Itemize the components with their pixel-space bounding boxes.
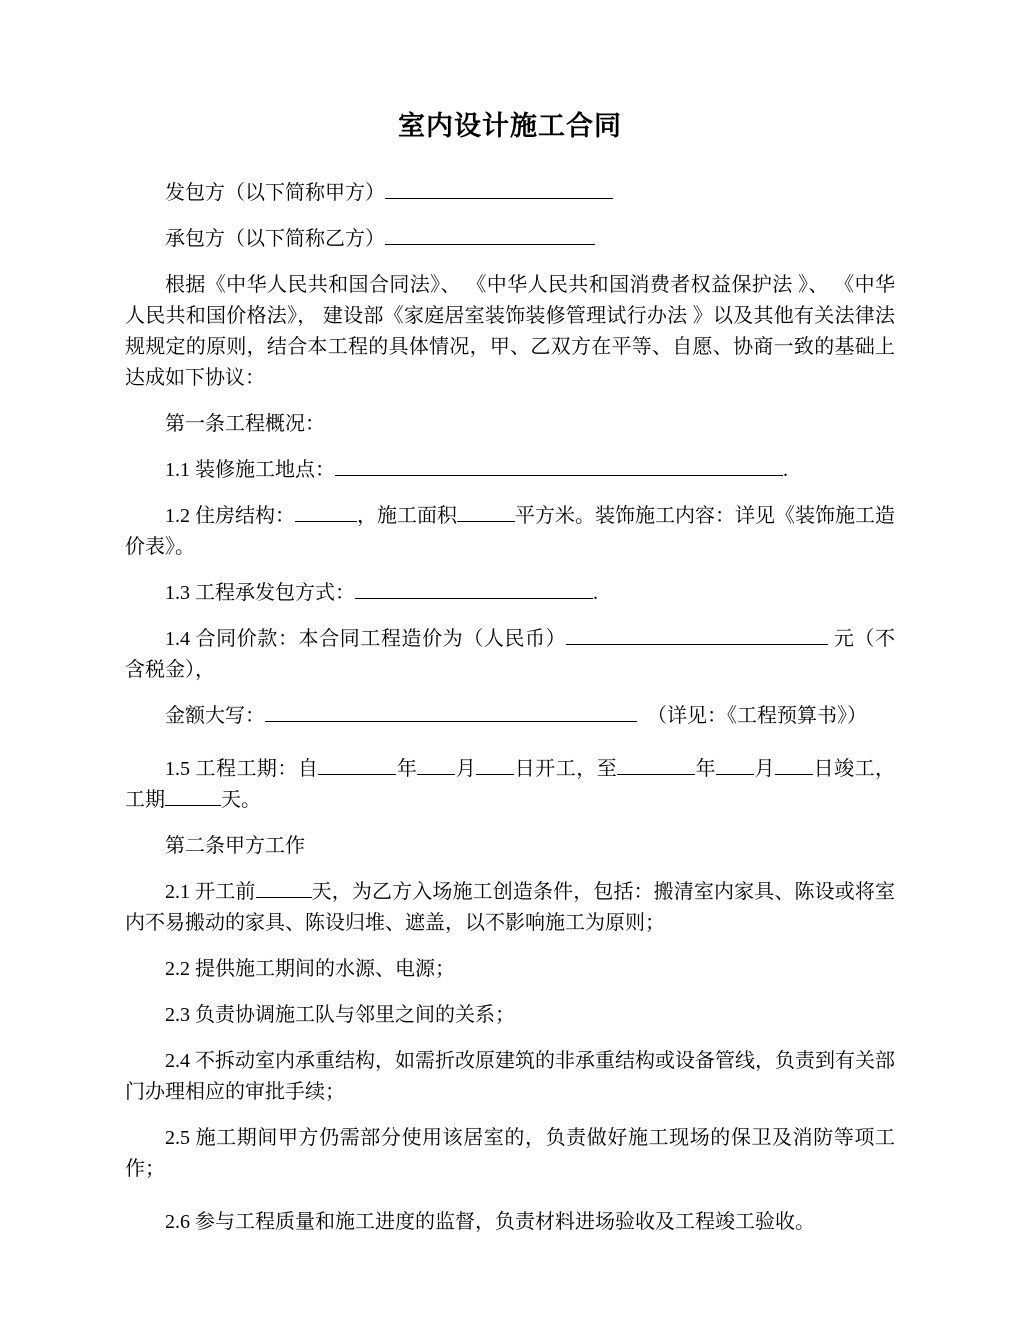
clause-1-2 — [125, 501, 895, 563]
fill-in-blank[interactable] — [355, 578, 593, 599]
text-run: 第二条甲方工作 — [165, 835, 305, 858]
text-run: 日开工，至 — [514, 758, 618, 781]
text-run: 2.3 负责协调施工队与邻里之间的关系； — [165, 1004, 515, 1027]
party-a-line — [125, 178, 895, 209]
fill-in-blank[interactable] — [295, 501, 357, 522]
fill-in-blank[interactable] — [256, 877, 312, 898]
text-run: 月 — [754, 758, 776, 781]
text-run: 2.1 开工前 — [165, 881, 256, 904]
clause-2-4 — [125, 1046, 895, 1108]
amount-in-words-line — [125, 701, 895, 732]
fill-in-blank[interactable] — [476, 754, 514, 775]
text-run: 天，为乙方入场施工创造条件，包括：搬清室内家具、陈设或将室内不易搬动的家具、陈设归堆、遮盖，以不影响施工为原则； — [125, 881, 896, 935]
text-run: 1.5 工程工期：自 — [165, 758, 319, 781]
clause-1-4 — [125, 624, 895, 686]
text-run: 第一条工程概况： — [165, 413, 325, 436]
text-run: 年 — [396, 758, 418, 781]
text-run: 天。 — [221, 789, 261, 812]
text-run: 2.4 不拆动室内承重结构，如需折改原建筑的非承重结构或设备管线，负责到有关部门办理相应的审批手续； — [125, 1050, 895, 1104]
clause-1-3 — [125, 578, 895, 609]
article-2-heading — [125, 831, 895, 862]
fill-in-blank[interactable] — [775, 754, 813, 775]
text-run: 承包方（以下简称乙方） — [165, 228, 385, 251]
fill-in-blank[interactable] — [265, 701, 637, 722]
text-run: 金额大写： — [165, 705, 265, 728]
fill-in-blank[interactable] — [335, 455, 783, 476]
fill-in-blank[interactable] — [165, 785, 221, 806]
text-run: 2.6 参与工程质量和施工进度的监督，负责材料进场验收及工程竣工验收。 — [165, 1211, 815, 1234]
fill-in-blank[interactable] — [318, 754, 396, 775]
fill-in-blank[interactable] — [385, 224, 595, 245]
article-1-heading — [125, 409, 895, 440]
clause-2-5 — [125, 1123, 895, 1185]
text-run: 2.2 提供施工期间的水源、电源； — [165, 958, 455, 981]
clause-1-1 — [125, 455, 895, 486]
text-run: 2.5 施工期间甲方仍需部分使用该居室的，负责做好施工现场的保卫及消防等项工作； — [125, 1127, 895, 1181]
text-run: 1.1 装修施工地点： — [165, 459, 335, 482]
clause-2-2 — [125, 954, 895, 985]
text-run: 发包方（以下简称甲方） — [165, 182, 385, 205]
text-run: 根据《中华人民共和国合同法》、 《中华人民共和国消费者权益保护法 》、 《中华人民共和国价格法》， 建设部《家庭居室装饰装修管理试行办法 》以及其他有关法律法规规定的原则，结合本工程的具体情况，甲、乙双方在平等、自愿、协商一致的基础上达成如下协议： — [125, 274, 895, 390]
text-run: . — [593, 582, 598, 605]
text-run: . — [783, 459, 788, 482]
text-run: （详见：《工程预算书》） — [637, 705, 867, 728]
clause-2-3 — [125, 1000, 895, 1031]
clause-1-5 — [125, 754, 895, 816]
text-run: 1.4 合同价款：本合同工程造价为（人民币） — [165, 628, 567, 651]
fill-in-blank[interactable] — [417, 754, 455, 775]
text-run: 1.2 住房结构： — [165, 505, 295, 528]
party-b-line — [125, 224, 895, 255]
fill-in-blank[interactable] — [385, 178, 613, 199]
preamble — [125, 270, 895, 394]
clause-2-1 — [125, 877, 895, 939]
text-run: ，施工面积 — [357, 505, 457, 528]
text-run: 月 — [455, 758, 477, 781]
text-run: 元（不含税金）， — [125, 628, 896, 682]
fill-in-blank[interactable] — [457, 501, 515, 522]
text-run: 年 — [695, 758, 717, 781]
fill-in-blank[interactable] — [617, 754, 695, 775]
text-run: 平方米。装饰施工内容：详见《装饰施工造价表》。 — [125, 505, 895, 559]
fill-in-blank[interactable] — [716, 754, 754, 775]
document-title: 室内设计施工合同 — [398, 111, 622, 141]
clause-2-6 — [125, 1207, 895, 1238]
text-run: 日竣工，工期 — [125, 758, 896, 812]
text-run: 1.3 工程承发包方式： — [165, 582, 355, 605]
document-body — [125, 178, 895, 1238]
fill-in-blank[interactable] — [566, 624, 828, 645]
